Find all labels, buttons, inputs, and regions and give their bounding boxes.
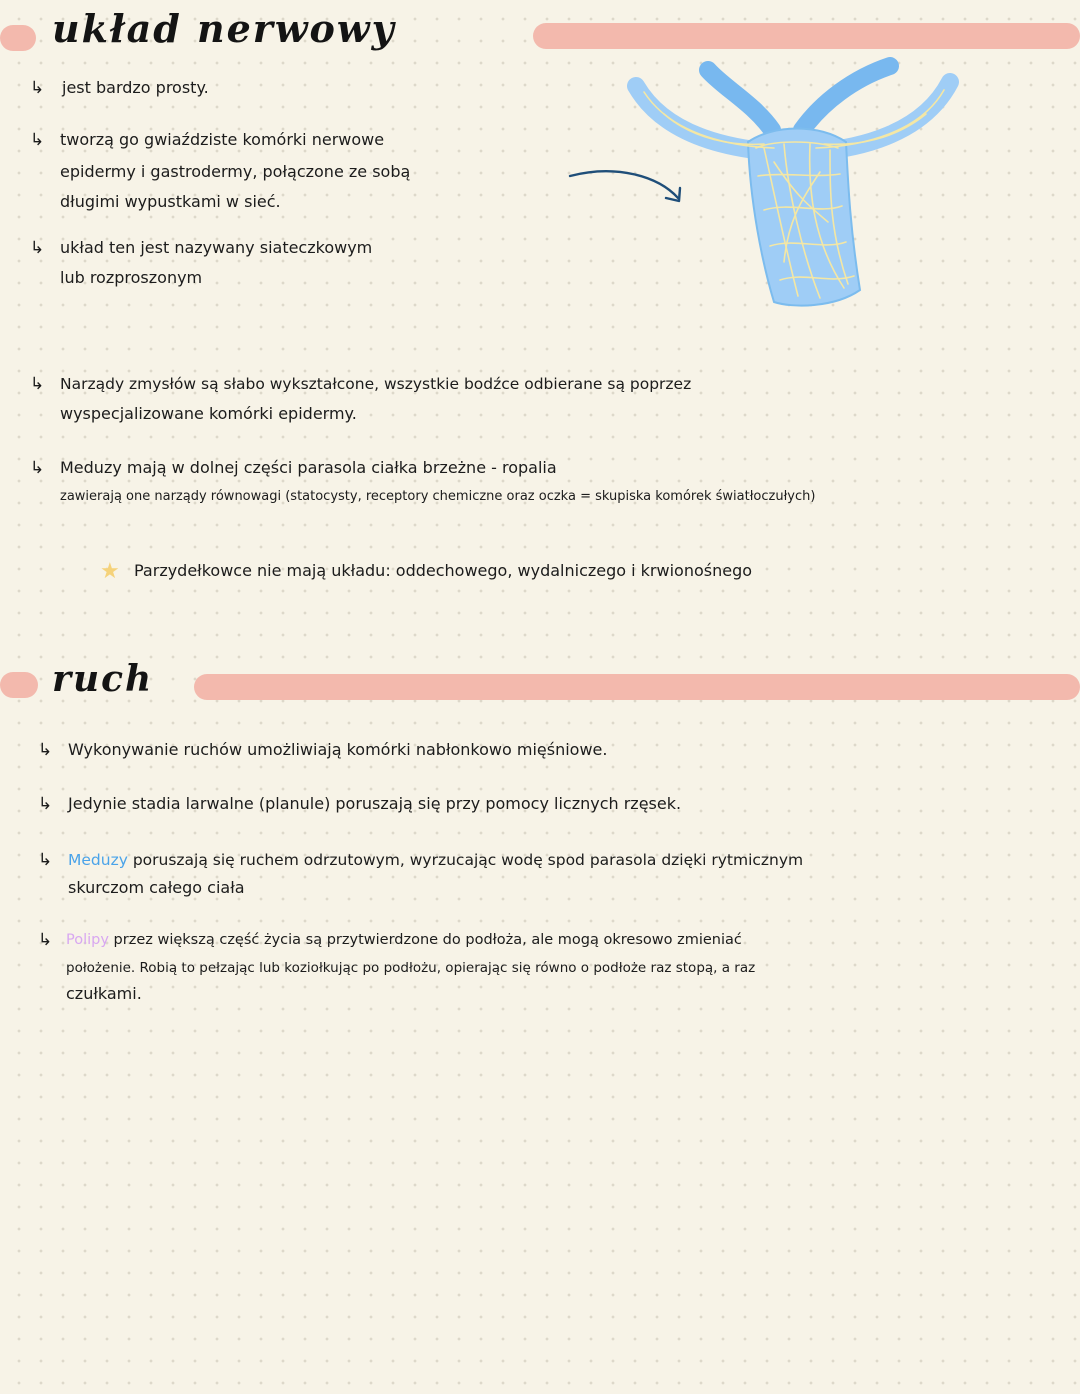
heading-highlight-left <box>0 672 38 698</box>
bullet-text: zawierają one narządy równowagi (statocysty, receptory chemiczne oraz oczka = skupiska komórek światłoczułych) <box>60 489 816 504</box>
curved-arrow-icon: ↳ <box>30 130 45 150</box>
curved-arrow-icon: ↳ <box>38 930 53 950</box>
heading-highlight-right <box>194 674 1080 700</box>
heading-highlight-right <box>533 23 1080 49</box>
bullet-text-rest: przez większą część życia są przytwierdzone do podłoża, ale mogą okresowo zmieniać <box>108 932 742 948</box>
note-text: Parzydełkowce nie mają układu: oddechowego, wydalniczego i krwionośnego <box>134 561 753 580</box>
bullet-text: położenie. Robią to pełzając lub koziołkując po podłożu, opierając się równo o podłoże raz stopą, a raz <box>66 960 756 976</box>
bullet-text <box>68 846 803 874</box>
bullet-text: Meduzy mają w dolnej części parasola ciałka brzeżne - ropalia <box>60 458 557 477</box>
curved-arrow-icon: ↳ <box>30 458 45 478</box>
hydra-nerve-net-illustration <box>624 52 964 312</box>
bullet-text: Wykonywanie ruchów umożliwiają komórki nabłonkowo mięśniowe. <box>68 740 608 759</box>
bullet-text-rest: poruszają się ruchem odrzutowym, wyrzucając wodę spod parasola dzięki rytmicznym <box>127 851 804 869</box>
curved-arrow-icon: ↳ <box>30 374 45 394</box>
bullet-text: tworzą go gwiaździste komórki nerwowe <box>60 130 385 149</box>
bullet-text: długimi wypustkami w sieć. <box>60 192 281 211</box>
curved-arrow-icon: ↳ <box>30 78 45 98</box>
bullet-text: Jedynie stadia larwalne (planule) poruszają się przy pomocy licznych rzęsek. <box>68 794 682 813</box>
bullet-text: epidermy i gastrodermy, połączone ze sobą <box>60 162 411 181</box>
bullet-text: jest bardzo prosty. <box>62 78 209 97</box>
curved-arrow-icon: ↳ <box>38 850 53 870</box>
bullet-text: skurczom całego ciała <box>68 878 245 897</box>
star-icon: ★ <box>100 559 120 584</box>
bullet-text: układ ten jest nazywany siateczkowym <box>60 238 373 257</box>
curved-arrow-icon: ↳ <box>30 238 45 258</box>
bullet-text: lub rozproszonym <box>60 268 203 287</box>
bullet-text <box>66 926 742 954</box>
meduzy-keyword: Meduzy <box>68 851 128 869</box>
section-title-movement: ruch <box>52 658 154 700</box>
bullet-text: czułkami. <box>66 984 142 1003</box>
curved-arrow-icon: ↳ <box>38 740 53 760</box>
heading-highlight-left <box>0 25 36 51</box>
bullet-text: Narządy zmysłów są słabo wykształcone, wszystkie bodźce odbierane są poprzez <box>60 375 692 393</box>
bullet-text: wyspecjalizowane komórki epidermy. <box>60 404 357 423</box>
section-title-nervous-system: układ nerwowy <box>52 6 396 51</box>
curved-arrow-icon: ↳ <box>38 794 53 814</box>
polipy-keyword: Polipy <box>66 932 109 948</box>
